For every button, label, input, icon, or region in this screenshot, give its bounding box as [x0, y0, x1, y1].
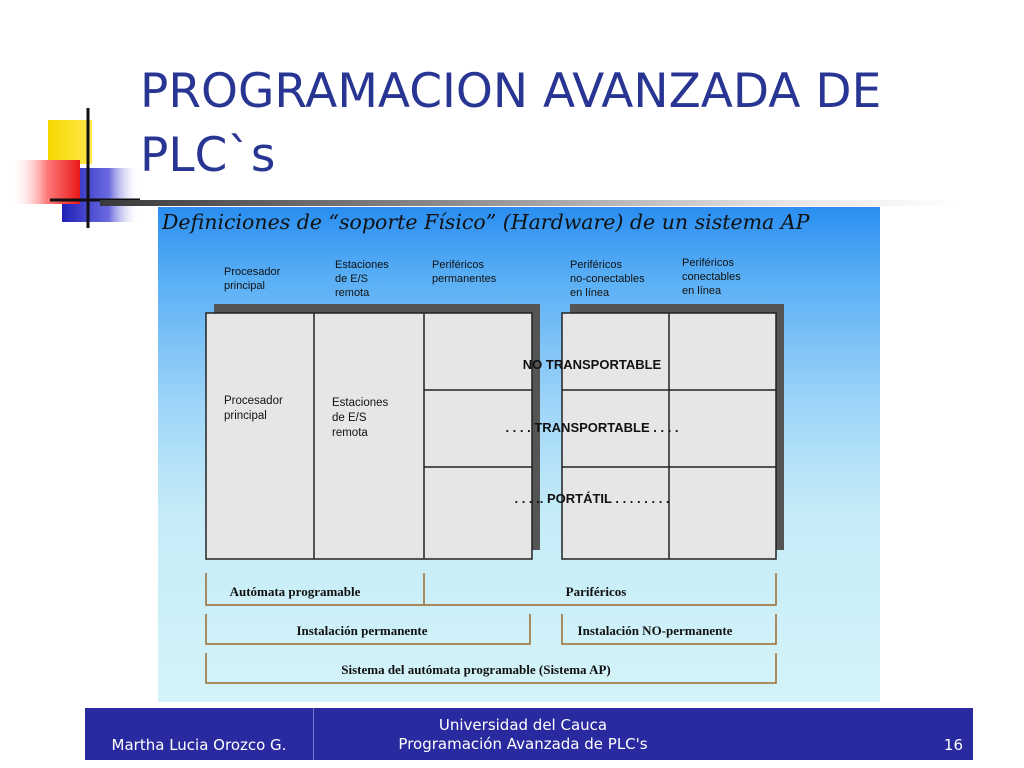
header-processor-l1: Procesador [224, 266, 281, 278]
header-permanent-l1: Periféricos [432, 259, 484, 271]
header-processor [224, 266, 283, 292]
band-transportable: . . . . TRANSPORTABLE . . . . [505, 420, 679, 435]
header-connectable-l3: en línea [682, 285, 722, 297]
cell-stations-l2: de E/S [332, 412, 367, 424]
bracket-nonpermanent-label: Instalación NO-permanente [577, 623, 733, 638]
header-connectable-l1: Periféricos [682, 257, 734, 269]
footer-page-number: 16 [943, 736, 963, 754]
slide-footer [85, 708, 973, 760]
header-permanent [432, 259, 497, 285]
header-nonconnectable-l3: en línea [570, 287, 610, 299]
header-nonconnectable-l2: no-conectables [570, 273, 645, 285]
bracket-system-label: Sistema del autómata programable (Sistema AP) [341, 662, 611, 677]
slide-title-line1: PROGRAMACION AVANZADA DE [140, 64, 882, 119]
footer-course: Programación Avanzada de PLC's [398, 735, 648, 753]
logo-yellow-square [48, 120, 92, 164]
cell-processor-l2: principal [224, 410, 267, 422]
figure-title: Definiciones de “soporte Físico” (Hardware) de un sistema AP [162, 210, 810, 234]
bracket-automata-label: Autómata programable [229, 584, 361, 599]
header-stations-l1: Estaciones [335, 259, 389, 271]
header-stations-l3: remota [335, 287, 370, 299]
slide-title [140, 60, 881, 188]
cell-processor-l1: Procesador [224, 395, 283, 407]
title-underline [100, 200, 960, 206]
hardware-diagram [158, 207, 880, 702]
header-stations [335, 259, 392, 299]
footer-author: Martha Lucia Orozco G. [111, 736, 287, 754]
header-permanent-l2: permanentes [432, 273, 497, 285]
band-not-transportable: NO TRANSPORTABLE [522, 357, 662, 372]
left-block [206, 313, 532, 559]
header-stations-l2: de E/S [335, 273, 369, 285]
band-portable: . . . .. PORTÁTIL . . . . . . . . [514, 491, 670, 506]
logo-red-square [14, 160, 80, 204]
header-connectable-l2: conectables [682, 271, 741, 283]
header-connectable [682, 257, 744, 297]
footer-center [313, 708, 733, 760]
bracket-permanent-label: Instalación permanente [296, 623, 428, 638]
footer-university: Universidad del Cauca [438, 716, 608, 734]
hardware-definitions-figure [158, 207, 880, 702]
cell-stations-l3: remota [332, 427, 368, 439]
header-nonconnectable-l1: Periféricos [570, 259, 622, 271]
slide-title-line2: PLC`s [140, 128, 276, 183]
bracket-peripherals-label: Pariféricos [565, 584, 627, 599]
header-nonconnectable [570, 259, 648, 299]
header-processor-l2: principal [224, 280, 265, 292]
cell-stations-l1: Estaciones [332, 397, 389, 409]
